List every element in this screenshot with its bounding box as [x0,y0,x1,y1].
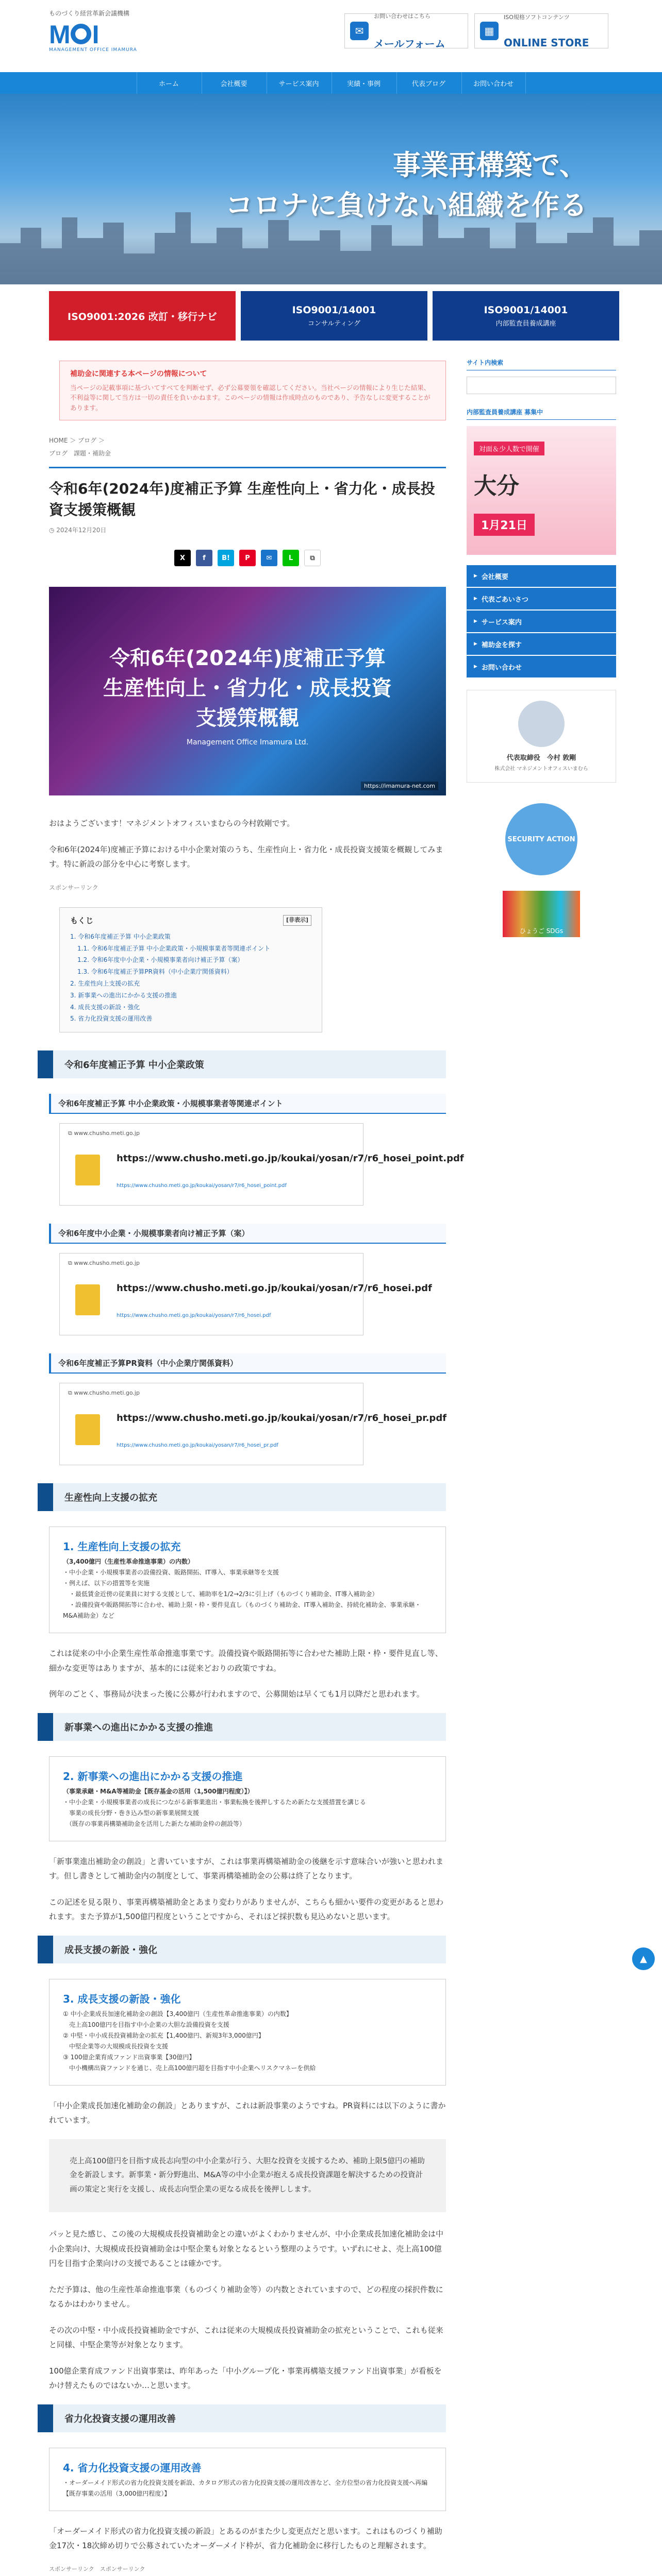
sidebar-item-subsidy[interactable]: ▶ 補助金を探す [467,633,616,655]
nav-blog[interactable]: 代表ブログ [396,72,461,94]
iso-consulting-button[interactable]: ISO9001/14001 コンサルティング [241,291,427,341]
post-date: ◷ 2024年12月20日 [49,527,107,534]
pdf-icon [75,1414,100,1445]
sidebar-item-company[interactable]: ▶ 会社概要 [467,565,616,587]
sidebar-ad-title: 内部監査員養成講座 募集中 [467,408,616,420]
pdf-link-card[interactable]: ⧉ www.chusho.meti.go.jp https://www.chusho.meti.go.jp/koukai/yosan/r7/r6_hosei.pdf https://www.chusho.meti.go.jp/koukai/yosan/r7/r6_hosei.pdf [59,1253,363,1335]
pdf-link-card[interactable]: ⧉ www.chusho.meti.go.jp https://www.chusho.meti.go.jp/koukai/yosan/r7/r6_hosei_point.pdf https://www.chusho.meti.go.jp/koukai/yosan/r7/r6_hosei_point.pdf [59,1123,363,1206]
paragraph: これは従来の中小企業生産性革命推進事業です。設備投資や販路開拓等に合わせた補助上限・枠・要件見直し等、細かな変更等はありますが、基本的には従来どおりの政策ですね。 [49,1649,443,1673]
paragraph: 「オーダーメイド形式の省力化投資支援の新設」とあるのがまた少し変更点だと思います。これはものづくり補助金17次・18次締め切りで公募されていたオーダーメイド枠が、省力化補助金に移行したものと理解されます。 [49,2526,442,2551]
security-action-badge[interactable]: SECURITY ACTION [505,803,577,875]
facebook-share-icon[interactable]: f [196,550,212,566]
nav-home[interactable]: ホーム [137,72,201,94]
subsection-heading: 令和6年度補正予算PR資料（中小企業庁関係資料） [49,1353,446,1374]
site-tagline: ものづくり経営革新会議機構 [49,10,130,17]
paragraph: パッと見た感じ、この後の大規模成長投資補助金との違いがよくわかりませんが、中小企業成長加速化補助金は中小企業向け、大規模成長投資補助金は中堅企業も対象となるという整理のようです。いずれにせよ、売上高100億円を目指す企業向けの支援であることは確かです。 [49,2229,444,2268]
toc-item[interactable]: 1.2. 令和6年度中小企業・小規模事業者向け補正予算（案） [77,956,244,964]
hatena-share-icon[interactable]: B! [218,550,234,566]
sponsor-label: スポンサーリンク スポンサーリンク [49,2565,145,2572]
blockquote: 売上高100億円を目指す成長志向型の中小企業が行う、大胆な投資を支援するため、補助上限5億円の補助金を新設します。新事業・新分野進出、M&A等の中小企業が抱える成長投資課題を解決するための投資計画の策定と実行を支援し、成長志向型企業の更なる成長を後押しします。 [49,2139,446,2213]
paragraph: ただ予算は、他の生産性革命推進事業（ものづくり補助金等）の内数とされていますので、どの程度の採択件数になるかはわかりません。 [49,2284,443,2309]
profile-card: 代表取締役 今村 敦剛 株式会社 マネジメントオフィスいまむら [467,690,616,783]
toc-item[interactable]: 5. 省力化投資支援の運用改善 [70,1015,153,1023]
sidebar-item-greeting[interactable]: ▶ 代表ごあいさつ [467,588,616,609]
toc-item[interactable]: 1. 令和6年度補正予算 中小企業政策 [70,933,171,940]
section-heading: 新事業への進出にかかる支援の推進 [49,1713,446,1741]
sidebar-item-contact[interactable]: ▶ お問い合わせ [467,656,616,677]
paragraph: その次の中堅・中小成長投資補助金ですが、これは従来の大規模成長投資補助金の拡充ということで、これも従来と同様、中堅企業等が対象となります。 [49,2325,443,2350]
share-buttons [49,550,446,566]
sidebar-item-services[interactable]: ▶ サービス案内 [467,611,616,632]
subsection-heading: 令和6年度補正予算 中小企業政策・小規模事業者等関連ポイント [49,1094,446,1114]
audit-course-ad[interactable]: 対面＆少人数で開催 大分 1月21日 [467,426,616,555]
mail-icon: ✉ [350,22,369,40]
line-share-icon[interactable]: L [283,550,299,566]
mail-form-button[interactable]: ✉ お問い合わせはこちら メールフォーム [344,13,468,48]
iso-2026-nav-button[interactable]: ISO9001:2026 改訂・移行ナビ [49,291,236,341]
article [49,361,464,2576]
avatar [518,701,565,747]
eyecatch-image: 令和6年(2024年)度補正予算 生産性向上・省力化・成長投資 支援策概観 Management Office Imamura Ltd. https://imamura-net.com [49,587,446,795]
nav-cases[interactable]: 実績・事例 [332,72,396,94]
logo-subtitle: MANAGEMENT OFFICE IMAMURA [49,47,137,53]
section-heading: 成長支援の新設・強化 [49,1936,446,1963]
section-heading: 生産性向上支援の拡充 [49,1483,446,1511]
copy-link-icon[interactable]: ⧉ [304,550,321,566]
paragraph: 「新事業進出補助金の創設」と書いていますが、これは事業再構築補助金の後継を示す意味合いが強いと思われます。但し書きとして補助金内の制度として、事業再構築補助金の公募は終了となります。 [49,1856,444,1881]
subsidy-notice: 補助金に関連する本ページの情報について 当ページの記載事項に基づいてすべてを判断せず、必ず公募要領を確認してください。当社ページの情報により生じた結果、不利益等に関して当方は一切の責任を負いかねます。このページの情報は作成時点のものであり、予告なしに変更することがあります。 [59,361,446,420]
site-header [0,0,662,72]
iso-links [49,291,619,341]
site-search-input[interactable] [467,377,616,394]
nav-contact[interactable]: お問い合わせ [461,72,526,94]
paragraph: 例年のごとく、事務局が決まった後に公募が行われますので、公募開始は早くても1月以降だと思われます。 [49,1689,424,1699]
pdf-icon [75,1155,100,1185]
toc-item[interactable]: 3. 新事業への進出にかかる支援の推進 [70,991,177,999]
toc-item[interactable]: 1.3. 令和6年度補正予算PR資料（中小企業庁関係資料） [77,968,233,976]
x-share-icon[interactable]: X [174,550,191,566]
intro-text: 令和6年(2024年)度補正予算における中小企業対策のうち、生産性向上・省力化・成長投資支援策を概観してみます。特に新設の部分を中心に考察します。 [49,844,443,869]
section-heading: 令和6年度補正予算 中小企業政策 [49,1050,446,1078]
paragraph: 「中小企業成長加速化補助金の創設」とありますが、これは新設事業のようですね。PR資料には以下のように書かれています。 [49,2100,446,2125]
policy-figure: 4. 省力化投資支援の運用改善 ・オーダーメイド形式の省力化投資支援を新設、カタログ形式の省力化投資支援の運用改善など、全方位型の省力化投資支援へ再編【既存事業の活用（3,000億円程度）】 [49,2448,446,2511]
paragraph: この記述を見る限り、事業再構築補助金とあまり変わりがありませんが、こちらも細かい要件の変更があると思われます。また予算が1,500億円程度ということですから、それほど採択数も見込めないと思います。 [49,1897,444,1922]
hero-banner [0,94,662,284]
table-of-contents: もくじ [非表示] 1. 令和6年度補正予算 中小企業政策 1.1. 令和6年度補正予算 中小企業政策・小規模事業者等関連ポイント 1.2. 令和6年度中小企業・小規模事業者向け補正予算（案） 1.3. 令和6年度補正予算PR資料（中小企業庁関係資料） 2. 生産性向上支援の拡充 3. 新事業への進出にかかる支援の推進 4. 成長支援の新設・強化 5. 省力化投資支援の運用改善 [59,907,322,1032]
toc-item[interactable]: 4. 成長支援の新設・強化 [70,1003,140,1011]
paragraph: 100億企業育成ファンド出資事業は、昨年あった「中小グループ化・事業再構築支援ファンド出資事業」が看板をかけ替えたものではないか…と思います。 [49,2366,442,2391]
sidebar [467,358,616,953]
nav-company[interactable]: 会社概要 [202,72,266,94]
subsection-heading: 令和6年度中小企業・小規模事業者向け補正予算（案） [49,1224,446,1244]
toc-toggle[interactable]: [非表示] [283,915,311,926]
nav-services[interactable]: サービス案内 [267,72,331,94]
toc-item[interactable]: 2. 生産性向上支援の拡充 [70,980,140,987]
pocket-share-icon[interactable]: P [239,550,256,566]
breadcrumb[interactable]: HOME ＞ ブログ ＞ [49,437,105,445]
section-heading: 省力化投資支援の運用改善 [49,2404,446,2432]
scroll-top-button[interactable]: ▲ [632,1947,655,1970]
toc-item[interactable]: 1.1. 令和6年度補正予算 中小企業政策・小規模事業者等関連ポイント [77,944,271,952]
category-tags[interactable]: ブログ 課題・補助金 [49,450,111,457]
site-search-label: サイト内検索 [467,358,616,370]
pdf-link-card[interactable]: ⧉ www.chusho.meti.go.jp https://www.chusho.meti.go.jp/koukai/yosan/r7/r6_hosei_pr.pdf https://www.chusho.meti.go.jp/koukai/yosan/r7/r6_hosei_pr.pdf [59,1383,363,1465]
online-store-button[interactable]: ▦ ISO規格ソフトコンテンツ ONLINE STORE [474,13,608,48]
policy-figure: 3. 成長支援の新設・強化 ① 中小企業成長加速化補助金の創設【3,400億円（生産性革命推進事業）の内数】 売上高100億円を目指す中小企業の大胆な設備投資を支援 ② 中堅・中小成長投資補助金の拡充【1,400億円、新規3年3,000億円】 中堅企業等の大規模成長投資を支援 ③ 100億企業育成ファンド出資事業【30億円】 中小機構出資ファンドを通じ、売上高100億円超を目指す中小企業へリスクマネーを供給 [49,1979,446,2086]
main-nav [0,72,662,94]
site-logo[interactable]: M I [49,20,98,49]
pdf-icon [75,1284,100,1315]
sdgs-badge[interactable]: ひょうご SDGs [503,891,580,937]
page-title: 令和6年(2024年)度補正予算 生産性向上・省力化・成長投資支援策概観 [49,467,446,520]
policy-figure: 1. 生産性向上支援の拡充 （3,400億円（生産性革命推進事業）の内数） ・中小企業・小規模事業者の設備投資、販路開拓、IT導入、事業承継等を支援 ・例えば、以下の措置等を実施 ・最低賃金近傍の従業員に対する支援として、補助率を1/2→2/3に引上げ（ものづくり補助金、IT導入補助金） ・設備投資や販路開拓等に合わせ、補助上限・枠・要件見直し（ものづくり補助金、IT導入補助金、持続化補助金、事業承継・M&A補助金）など [49,1527,446,1633]
mail-share-icon[interactable]: ✉ [261,550,277,566]
iso-audit-course-button[interactable]: ISO9001/14001 内部監査員養成講座 [433,291,619,341]
store-icon: ▦ [480,22,499,40]
sponsor-label: スポンサーリンク [49,884,98,891]
intro-greeting: おはようございます！マネジメントオフィスいまむらの今村敦剛です。 [49,819,295,828]
hero-headline: 事業再構築で、 コロナに負けない組織を作る [225,149,587,222]
policy-figure: 2. 新事業への進出にかかる支援の推進 （事業承継・M&A等補助金【既存基金の活用（1,500億円程度）】） ・中小企業・小規模事業者の成長につながる新事業進出・事業転換を後押しするため新たな支援措置を講じる 事業の成長分野・巻き込み型の新事業展開支援 （既存の事業再構築補助金を活用した新たな補助金枠の創設等） [49,1756,446,1841]
